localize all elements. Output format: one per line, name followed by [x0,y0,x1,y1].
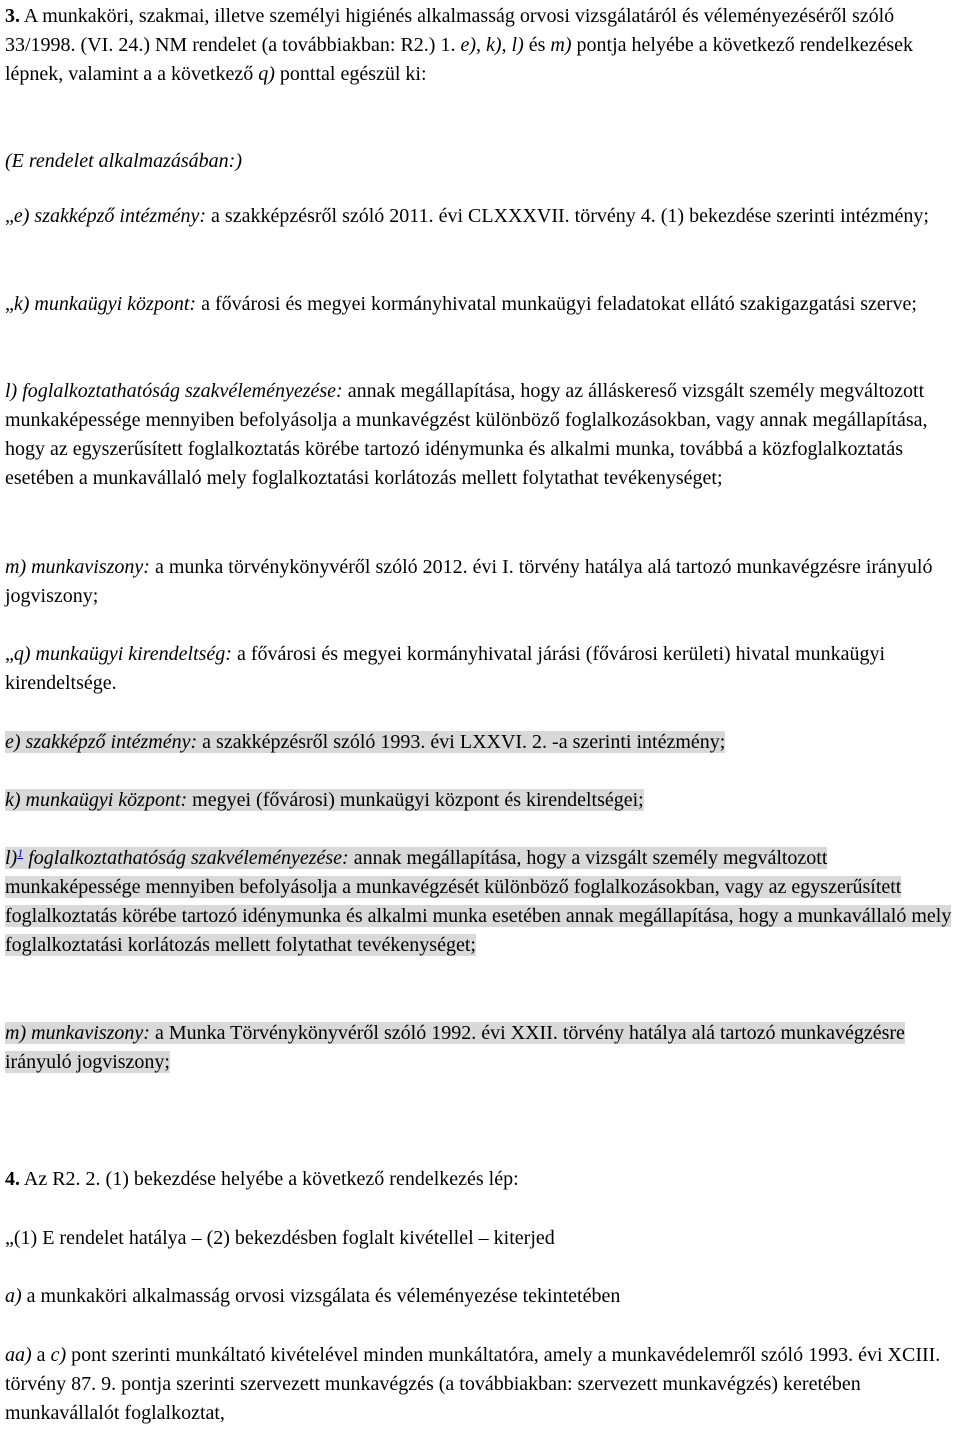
new-definition-l: l) foglalkoztathatóság szakvéleményezése: annak megállapítása, hogy az álláskereső vizsgált személy megváltozott munkaképessége mennyiben befolyásolja a munkavégzést különböző foglalkozásokban, vagy annak megállapítása, hogy az egyszerűsített foglalkoztatás körébe tartozó idénymunka és alkalmi munka, továbbá a közfoglalkoztatás esetében a munkavállaló mely foglalkoztatási korlátozás mellett folytathat tevékenységet; [5,380,928,489]
old-definition-m: m) munkaviszony: a Munka Törvénykönyvéről szóló 1992. évi XXII. törvény hatálya alá tartozó munkavégzésre irányuló jogviszony; [5,1022,905,1073]
point-aa: aa) a c) pont szerinti munkáltató kivételével minden munkáltatóra, amely a munkavédelemről szóló 1993. évi XCIII. törvény 87. 9. pontja szerinti szervezett munkavégzés (a továbbiakban: szervezett munkavégzés) keretében munkavállalót foglalkoztat, [5,1344,941,1424]
scope-parenthetical: (E rendelet alkalmazásában:) [5,150,242,172]
point-a: a) a munkaköri alkalmasság orvosi vizsgálata és véleményezése tekintetében [5,1285,621,1307]
section-number: 4. [5,1168,20,1190]
section-3-intro: 3. A munkaköri, szakmai, illetve személyi higiénés alkalmasság orvosi vizsgálatáról és véleményezéséről szóló 33/1998. (VI. 24.) NM rendelet (a továbbiakban: R2.) 1. e), k), l) és m) pontja helyébe a következő rendelkezések lépnek, valamint a a következő q) ponttal egészül ki: [5,5,914,85]
quoted-provision: „(1) E rendelet hatálya – (2) bekezdésben foglalt kivétellel – kiterjed [5,1227,555,1249]
footnote-link[interactable]: 1 [17,846,24,860]
section-4-intro: 4. Az R2. 2. (1) bekezdése helyébe a következő rendelkezés lép: [5,1168,519,1190]
new-definition-k: „k) munkaügyi központ: a fővárosi és megyei kormányhivatal munkaügyi feladatokat ellátó szakigazgatási szerve; [5,293,917,315]
old-definition-k: k) munkaügyi központ: megyei (fővárosi) munkaügyi központ és kirendeltségei; [5,789,644,811]
old-definition-l: l)$^1$ foglalkoztathatóság szakvéleményezése: annak megállapítása, hogy a vizsgált személy megváltozott munkaképessége mennyiben befolyásolja a munkavégzését különböző foglalkozásokban, vagy az egyszerűsített foglalkoztatás körébe tartozó idénymunka és alkalmi munka esetében annak megállapítása, hogy a munkavállaló mely foglalkoztatási korlátozás mellett folytathat tevékenységet; [5,846,952,956]
section-number: 3. [5,5,20,27]
new-definition-q: „q) munkaügyi kirendeltség: a fővárosi és megyei kormányhivatal járási (fővárosi kerületi) hivatal munkaügyi kirendeltsége. [5,643,886,694]
new-definition-m: m) munkaviszony: a munka törvénykönyvéről szóló 2012. évi I. törvény hatálya alá tartozó munkavégzésre irányuló jogviszony; [5,556,933,607]
old-definition-e: e) szakképző intézmény: a szakképzésről szóló 1993. évi LXXVI. 2. -a szerinti intézmény; [5,731,726,753]
new-definition-e: „e) szakképző intézmény: a szakképzésről szóló 2011. évi CLXXXVII. törvény 4. (1) bekezdése szerinti intézmény; [5,205,929,227]
